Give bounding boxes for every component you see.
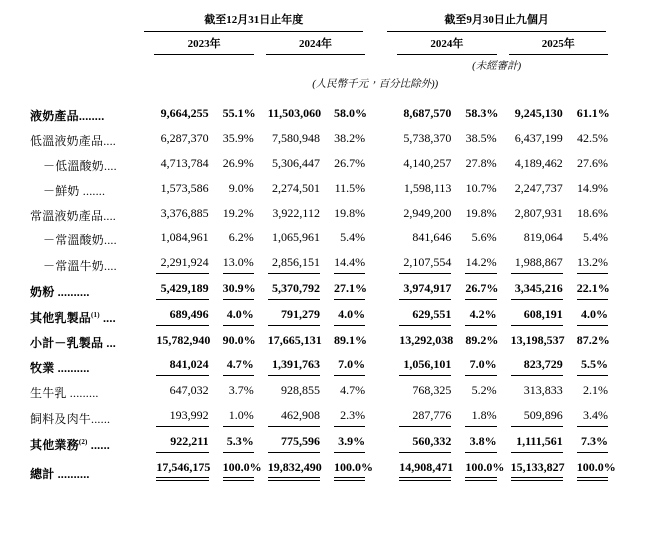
row-label: 生牛乳 ......... — [30, 386, 99, 401]
cell-amount: 4,713,784 — [160, 156, 209, 170]
cell-percent: 58.0% — [333, 106, 367, 121]
cell-percent: 90.0% — [222, 332, 256, 347]
table-row — [30, 455, 608, 484]
row-label: 總計 .......... — [30, 466, 90, 481]
cell-percent: 7.0% — [451, 352, 496, 378]
table-body — [30, 101, 616, 483]
cell-amount: 2,856,151 — [254, 250, 320, 276]
header-spacer — [30, 32, 142, 56]
cell-percent: 5.2% — [471, 383, 497, 398]
table-row — [30, 151, 608, 176]
cell-amount: 4,189,462 — [514, 156, 563, 170]
cell-amount: 5,429,189 — [142, 276, 208, 302]
cell-amount: 15,133,827 — [497, 455, 563, 484]
cell-amount: 9,245,130 — [514, 106, 563, 121]
row-label: 飼料及肉牛...... — [30, 411, 111, 426]
cell-percent: 42.5% — [577, 131, 608, 146]
cell-amount: 768,325 — [412, 383, 452, 398]
cell-percent: 3.7% — [228, 383, 254, 398]
cell-percent: 22.1% — [563, 276, 608, 302]
cell-amount: 17,546,175 — [142, 455, 208, 484]
header-spacer — [30, 55, 142, 73]
cell-percent: 38.2% — [334, 131, 366, 146]
row-label: 牧業 .......... — [30, 361, 90, 376]
table-row — [30, 429, 608, 455]
cell-percent: 55.1% — [222, 106, 256, 121]
cell-amount: 14,908,471 — [385, 455, 451, 484]
header-spacer — [30, 14, 142, 32]
cell-percent: 6.2% — [228, 230, 254, 245]
table-row — [30, 201, 608, 226]
period-group-annual — [142, 14, 365, 32]
cell-amount: 791,279 — [254, 302, 320, 328]
cell-amount: 841,024 — [142, 352, 208, 378]
cell-amount: 2,274,501 — [271, 180, 320, 195]
cell-percent: 18.6% — [577, 205, 608, 220]
cell-amount: 823,729 — [497, 352, 563, 378]
cell-percent: 35.9% — [222, 131, 254, 146]
column-gap — [365, 276, 385, 302]
column-gap — [365, 302, 385, 328]
unaudited-note: (未經審計) — [472, 61, 522, 73]
cell-amount: 647,032 — [169, 383, 209, 398]
column-gap — [365, 176, 385, 201]
column-gap — [365, 101, 385, 126]
header-gap — [365, 32, 385, 56]
cell-percent: 4.0% — [209, 302, 254, 328]
cell-percent: 4.7% — [209, 352, 254, 378]
cell-percent: 5.6% — [471, 230, 497, 245]
cell-percent: 10.7% — [465, 180, 497, 195]
cell-amount: 2,247,737 — [514, 180, 563, 195]
cell-percent: 19.8% — [334, 205, 366, 220]
table-row — [30, 176, 608, 201]
table-row — [30, 225, 608, 250]
cell-amount: 9,664,255 — [160, 106, 209, 121]
cell-percent: 38.5% — [465, 131, 497, 146]
cell-amount: 15,782,940 — [156, 332, 211, 347]
unit-note: (人民幣千元，百分比除外)) — [312, 79, 439, 91]
cell-percent: 7.3% — [563, 429, 608, 455]
cell-percent: 3.4% — [563, 403, 608, 429]
column-gap — [365, 352, 385, 378]
row-label: －常溫牛奶.... — [43, 259, 117, 274]
cell-amount: 3,922,112 — [272, 205, 320, 220]
column-gap — [365, 378, 385, 403]
cell-amount: 11,503,060 — [267, 106, 322, 121]
cell-percent: 2.1% — [583, 383, 608, 398]
cell-amount: 1,056,101 — [385, 352, 451, 378]
cell-percent: 1.0% — [209, 403, 254, 429]
cell-amount: 1,084,961 — [160, 230, 209, 245]
cell-amount: 928,855 — [280, 383, 320, 398]
cell-percent: 19.8% — [465, 205, 497, 220]
period-header-row — [30, 14, 608, 32]
revenue-breakdown-table — [30, 14, 616, 483]
period-group-nine-month — [385, 14, 608, 32]
cell-amount: 1,988,867 — [497, 250, 563, 276]
cell-amount: 629,551 — [385, 302, 451, 328]
cell-amount: 775,596 — [254, 429, 320, 455]
cell-amount: 19,832,490 — [254, 455, 320, 484]
table-row — [30, 126, 608, 151]
column-gap — [365, 151, 385, 176]
cell-amount: 1,111,561 — [497, 429, 563, 455]
row-label: 其他業務$^{(2)}$ ...... — [30, 437, 110, 452]
cell-percent: 4.7% — [340, 383, 366, 398]
footnote-ref: (2) — [78, 437, 88, 446]
cell-amount: 2,949,200 — [403, 205, 452, 220]
table-row — [30, 403, 608, 429]
cell-amount: 6,287,370 — [160, 131, 209, 146]
cell-percent: 27.6% — [577, 156, 608, 170]
cell-percent: 14.2% — [451, 250, 496, 276]
header-gap — [365, 14, 385, 32]
cell-percent: 13.0% — [209, 250, 254, 276]
column-gap — [365, 126, 385, 151]
cell-amount: 3,376,885 — [160, 205, 209, 220]
cell-amount: 5,370,792 — [254, 276, 320, 302]
cell-percent: 9.0% — [228, 180, 254, 195]
column-gap — [365, 225, 385, 250]
row-label: 小計－乳製品 ... — [30, 335, 117, 350]
column-gap — [365, 403, 385, 429]
table-row — [30, 328, 608, 353]
cell-amount: 1,598,113 — [403, 180, 452, 195]
cell-percent: 3.8% — [451, 429, 496, 455]
table-row — [30, 378, 608, 403]
cell-amount: 313,833 — [523, 383, 563, 398]
cell-percent: 58.3% — [465, 106, 499, 121]
cell-percent: 11.5% — [334, 180, 366, 195]
cell-percent: 5.4% — [583, 230, 608, 245]
year-header-row — [30, 32, 608, 56]
year-column-2024-9m: 2024年 — [385, 32, 496, 56]
cell-percent: 26.9% — [222, 156, 254, 170]
table-row — [30, 352, 608, 378]
cell-percent: 100.0% — [320, 455, 365, 484]
unit-note-row — [30, 73, 608, 101]
cell-percent: 5.5% — [563, 352, 608, 378]
header-spacer — [30, 73, 142, 101]
footnote-ref: (1) — [91, 310, 100, 319]
cell-amount: 5,738,370 — [403, 131, 452, 146]
row-label: 奶粉 .......... — [30, 284, 90, 299]
cell-percent: 26.7% — [451, 276, 496, 302]
cell-amount: 462,908 — [254, 403, 320, 429]
cell-amount: 2,807,931 — [514, 205, 563, 220]
table-row — [30, 250, 608, 276]
column-gap — [365, 429, 385, 455]
prospectus-page — [0, 14, 650, 536]
cell-amount: 560,332 — [385, 429, 451, 455]
cell-amount: 841,646 — [412, 230, 452, 245]
cell-percent: 100.0% — [563, 455, 608, 484]
cell-amount: 2,107,554 — [385, 250, 451, 276]
cell-percent: 1.8% — [451, 403, 496, 429]
cell-percent: 2.3% — [320, 403, 365, 429]
cell-percent: 100.0% — [209, 455, 254, 484]
cell-amount: 1,573,586 — [160, 180, 209, 195]
row-label: 常溫液奶產品.... — [30, 208, 117, 223]
period-group-nine-month-label: 截至9月30日止九個月 — [387, 14, 606, 32]
cell-percent: 4.2% — [451, 302, 496, 328]
row-label: －常溫酸奶.... — [43, 233, 117, 248]
cell-percent: 5.3% — [209, 429, 254, 455]
cell-amount: 13,292,038 — [399, 332, 454, 347]
cell-amount: 689,496 — [142, 302, 208, 328]
row-label: －鮮奶 ....... — [43, 183, 106, 198]
cell-percent: 27.8% — [465, 156, 497, 170]
cell-percent: 100.0% — [451, 455, 496, 484]
row-label: 低溫液奶產品.... — [30, 134, 117, 149]
cell-percent: 19.2% — [222, 205, 254, 220]
cell-amount: 3,974,917 — [385, 276, 451, 302]
cell-percent: 30.9% — [209, 276, 254, 302]
unaudited-note-row — [30, 55, 608, 73]
cell-percent: 87.2% — [576, 332, 610, 347]
header-spacer — [142, 55, 365, 73]
cell-amount: 1,391,763 — [254, 352, 320, 378]
table-row — [30, 101, 608, 126]
cell-amount: 819,064 — [523, 230, 563, 245]
cell-percent: 89.2% — [465, 332, 499, 347]
cell-amount: 193,992 — [142, 403, 208, 429]
cell-amount: 922,211 — [142, 429, 208, 455]
cell-percent: 3.9% — [320, 429, 365, 455]
cell-amount: 608,191 — [497, 302, 563, 328]
table-row — [30, 276, 608, 302]
cell-amount: 17,665,131 — [267, 332, 322, 347]
row-label: 液奶產品........ — [30, 109, 105, 124]
cell-percent: 14.4% — [320, 250, 365, 276]
year-column-2024: 2024年 — [254, 32, 365, 56]
cell-amount: 4,140,257 — [403, 156, 452, 170]
column-gap — [365, 328, 385, 353]
cell-percent: 7.0% — [320, 352, 365, 378]
cell-amount: 1,065,961 — [271, 230, 320, 245]
header-gap — [365, 55, 385, 73]
year-column-2025-9m: 2025年 — [497, 32, 608, 56]
cell-percent: 13.2% — [563, 250, 608, 276]
column-gap — [365, 250, 385, 276]
cell-amount: 7,580,948 — [271, 131, 320, 146]
cell-percent: 14.9% — [577, 180, 608, 195]
cell-percent: 4.0% — [563, 302, 608, 328]
cell-amount: 6,437,199 — [514, 131, 563, 146]
cell-amount: 3,345,216 — [497, 276, 563, 302]
cell-amount: 13,198,537 — [510, 332, 565, 347]
cell-amount: 2,291,924 — [142, 250, 208, 276]
cell-amount: 5,306,447 — [271, 156, 320, 170]
period-group-annual-label: 截至12月31日止年度 — [144, 14, 363, 32]
row-label: －低溫酸奶.... — [43, 159, 117, 173]
table-row — [30, 302, 608, 328]
cell-percent: 27.1% — [320, 276, 365, 302]
cell-percent: 61.1% — [576, 106, 610, 121]
cell-amount: 509,896 — [497, 403, 563, 429]
cell-amount: 287,776 — [385, 403, 451, 429]
cell-percent: 4.0% — [320, 302, 365, 328]
year-column-2023: 2023年 — [142, 32, 253, 56]
cell-percent: 5.4% — [340, 230, 366, 245]
cell-amount: 8,687,570 — [403, 106, 452, 121]
cell-percent: 89.1% — [333, 332, 367, 347]
row-label: 其他乳製品$^{(1)}$ .... — [30, 310, 116, 325]
column-gap — [365, 201, 385, 226]
cell-percent: 26.7% — [334, 156, 366, 170]
